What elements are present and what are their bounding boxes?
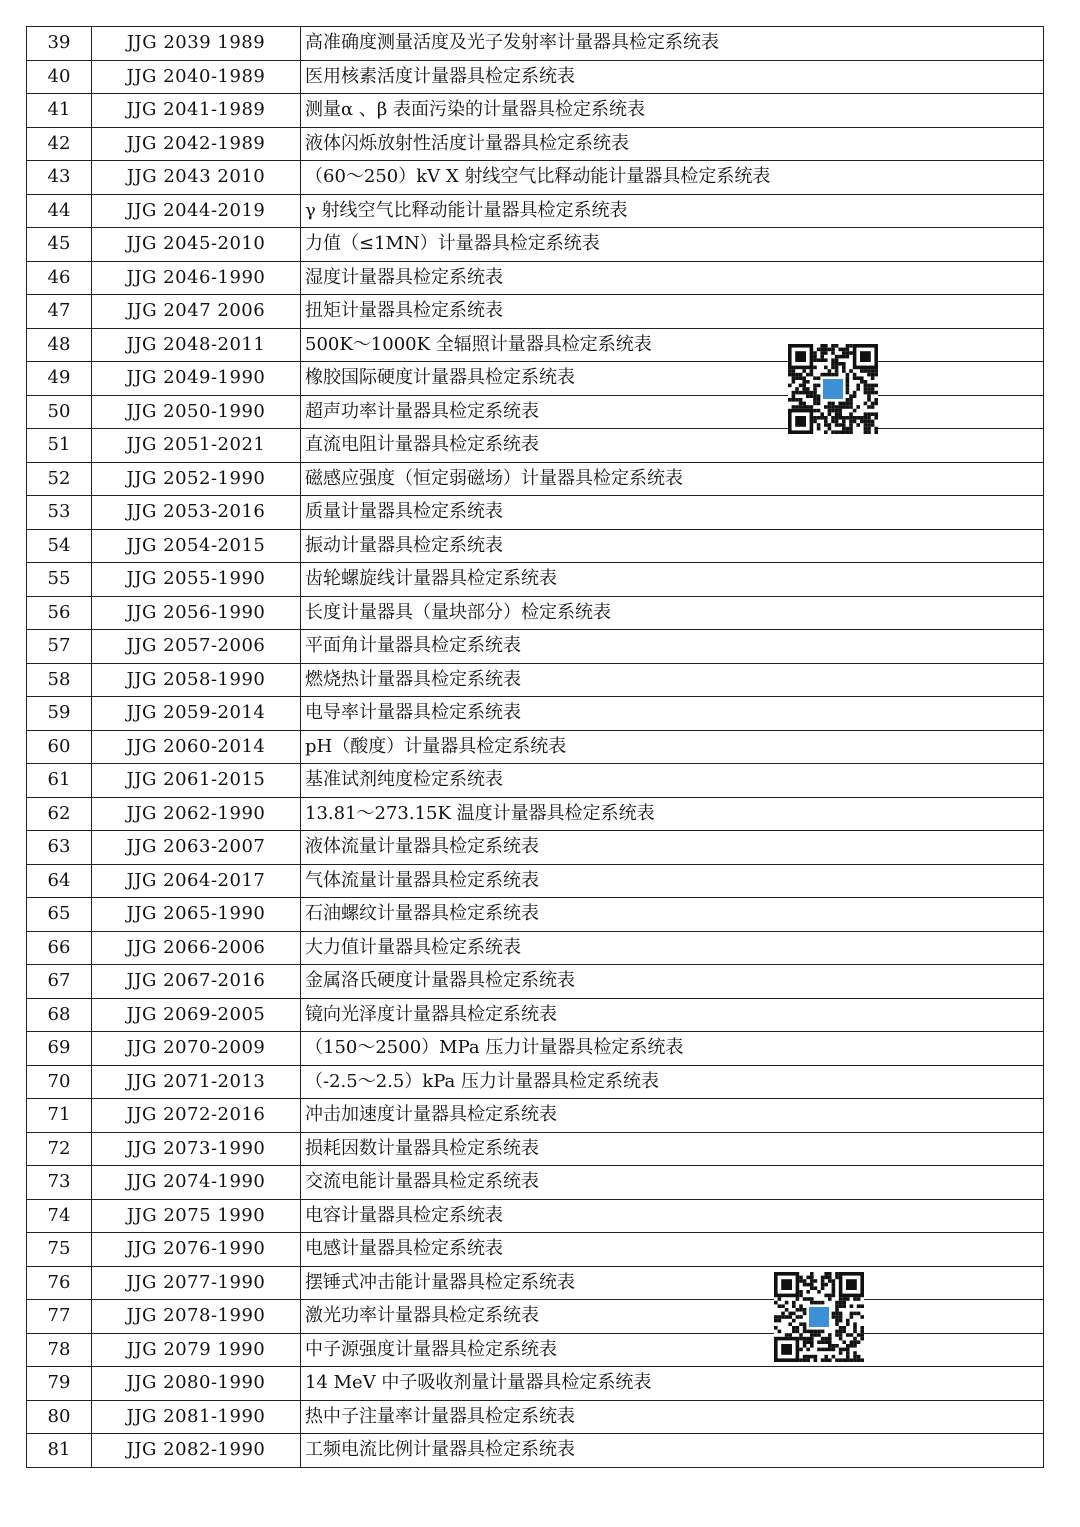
row-number-cell: 74 xyxy=(27,1199,92,1233)
standard-name-cell: 长度计量器具（量块部分）检定系统表 xyxy=(301,596,1044,630)
standard-code-cell: JJG 2042-1989 xyxy=(92,127,301,161)
standard-code-cell: JJG 2081-1990 xyxy=(92,1400,301,1434)
table-row xyxy=(27,496,1044,530)
row-number-cell: 80 xyxy=(27,1400,92,1434)
row-number-cell: 67 xyxy=(27,965,92,999)
row-number-cell: 70 xyxy=(27,1065,92,1099)
standard-code-cell: JJG 2073-1990 xyxy=(92,1132,301,1166)
standard-code-cell: JJG 2043 2010 xyxy=(92,161,301,195)
standard-code-cell: JJG 2050-1990 xyxy=(92,395,301,429)
row-number-cell: 50 xyxy=(27,395,92,429)
standard-code-cell: JJG 2082-1990 xyxy=(92,1434,301,1468)
standard-code-cell: JJG 2053-2016 xyxy=(92,496,301,530)
standard-code-cell: JJG 2065-1990 xyxy=(92,898,301,932)
standard-name-cell: 平面角计量器具检定系统表 xyxy=(301,630,1044,664)
standard-code-cell: JJG 2051-2021 xyxy=(92,429,301,463)
standard-code-cell: JJG 2077-1990 xyxy=(92,1266,301,1300)
standard-code-cell: JJG 2075 1990 xyxy=(92,1199,301,1233)
row-number-cell: 41 xyxy=(27,94,92,128)
row-number-cell: 73 xyxy=(27,1166,92,1200)
row-number-cell: 58 xyxy=(27,663,92,697)
standard-name-cell: 超声功率计量器具检定系统表 xyxy=(301,395,1044,429)
table-row xyxy=(27,94,1044,128)
standard-code-cell: JJG 2055-1990 xyxy=(92,563,301,597)
table-row xyxy=(27,764,1044,798)
row-number-cell: 79 xyxy=(27,1367,92,1401)
standard-name-cell: 石油螺纹计量器具检定系统表 xyxy=(301,898,1044,932)
table-row xyxy=(27,663,1044,697)
standard-name-cell: 高准确度测量活度及光子发射率计量器具检定系统表 xyxy=(301,27,1044,61)
table-row xyxy=(27,1434,1044,1468)
row-number-cell: 59 xyxy=(27,697,92,731)
standard-name-cell: 冲击加速度计量器具检定系统表 xyxy=(301,1099,1044,1133)
standard-name-cell: 13.81～273.15K 温度计量器具检定系统表 xyxy=(301,797,1044,831)
standard-code-cell: JJG 2066-2006 xyxy=(92,931,301,965)
row-number-cell: 54 xyxy=(27,529,92,563)
table-row xyxy=(27,1333,1044,1367)
row-number-cell: 46 xyxy=(27,261,92,295)
table-row xyxy=(27,1199,1044,1233)
row-number-cell: 72 xyxy=(27,1132,92,1166)
standard-code-cell: JJG 2044-2019 xyxy=(92,194,301,228)
table-row xyxy=(27,194,1044,228)
standards-table-sheet xyxy=(26,26,1044,1468)
row-number-cell: 56 xyxy=(27,596,92,630)
table-row xyxy=(27,462,1044,496)
standard-code-cell: JJG 2080-1990 xyxy=(92,1367,301,1401)
standard-name-cell: 橡胶国际硬度计量器具检定系统表 xyxy=(301,362,1044,396)
standard-code-cell: JJG 2056-1990 xyxy=(92,596,301,630)
standard-code-cell: JJG 2059-2014 xyxy=(92,697,301,731)
table-row xyxy=(27,529,1044,563)
table-row xyxy=(27,328,1044,362)
row-number-cell: 60 xyxy=(27,730,92,764)
table-row xyxy=(27,1032,1044,1066)
table-row xyxy=(27,1099,1044,1133)
standard-name-cell: pH（酸度）计量器具检定系统表 xyxy=(301,730,1044,764)
row-number-cell: 44 xyxy=(27,194,92,228)
standard-name-cell: 液体流量计量器具检定系统表 xyxy=(301,831,1044,865)
table-body xyxy=(27,27,1044,1468)
standard-code-cell: JJG 2071-2013 xyxy=(92,1065,301,1099)
standard-code-cell: JJG 2041-1989 xyxy=(92,94,301,128)
standard-name-cell: 交流电能计量器具检定系统表 xyxy=(301,1166,1044,1200)
standard-name-cell: 湿度计量器具检定系统表 xyxy=(301,261,1044,295)
row-number-cell: 69 xyxy=(27,1032,92,1066)
standard-name-cell: 电感计量器具检定系统表 xyxy=(301,1233,1044,1267)
standard-name-cell: （60～250）kV X 射线空气比释动能计量器具检定系统表 xyxy=(301,161,1044,195)
row-number-cell: 53 xyxy=(27,496,92,530)
standard-name-cell: （150～2500）MPa 压力计量器具检定系统表 xyxy=(301,1032,1044,1066)
row-number-cell: 63 xyxy=(27,831,92,865)
table-row xyxy=(27,730,1044,764)
row-number-cell: 78 xyxy=(27,1333,92,1367)
standard-code-cell: JJG 2072-2016 xyxy=(92,1099,301,1133)
row-number-cell: 81 xyxy=(27,1434,92,1468)
standard-name-cell: 气体流量计量器具检定系统表 xyxy=(301,864,1044,898)
standard-name-cell: 电导率计量器具检定系统表 xyxy=(301,697,1044,731)
row-number-cell: 55 xyxy=(27,563,92,597)
qr-code-icon xyxy=(788,344,878,434)
row-number-cell: 57 xyxy=(27,630,92,664)
table-row xyxy=(27,1233,1044,1267)
standard-code-cell: JJG 2048-2011 xyxy=(92,328,301,362)
row-number-cell: 68 xyxy=(27,998,92,1032)
row-number-cell: 40 xyxy=(27,60,92,94)
table-row xyxy=(27,898,1044,932)
standard-name-cell: 力值（≤1MN）计量器具检定系统表 xyxy=(301,228,1044,262)
row-number-cell: 49 xyxy=(27,362,92,396)
row-number-cell: 76 xyxy=(27,1266,92,1300)
standard-name-cell: 500K～1000K 全辐照计量器具检定系统表 xyxy=(301,328,1044,362)
qr-code-icon xyxy=(774,1272,864,1362)
standard-name-cell: 扭矩计量器具检定系统表 xyxy=(301,295,1044,329)
standard-name-cell: 14 MeV 中子吸收剂量计量器具检定系统表 xyxy=(301,1367,1044,1401)
standard-code-cell: JJG 2074-1990 xyxy=(92,1166,301,1200)
table-row xyxy=(27,831,1044,865)
row-number-cell: 52 xyxy=(27,462,92,496)
standard-code-cell: JJG 2045-2010 xyxy=(92,228,301,262)
table-row xyxy=(27,261,1044,295)
standard-code-cell: JJG 2054-2015 xyxy=(92,529,301,563)
table-row xyxy=(27,60,1044,94)
standard-name-cell: 测量α 、β 表面污染的计量器具检定系统表 xyxy=(301,94,1044,128)
standard-code-cell: JJG 2060-2014 xyxy=(92,730,301,764)
row-number-cell: 65 xyxy=(27,898,92,932)
standard-name-cell: 损耗因数计量器具检定系统表 xyxy=(301,1132,1044,1166)
table-row xyxy=(27,429,1044,463)
standard-name-cell: 工频电流比例计量器具检定系统表 xyxy=(301,1434,1044,1468)
standard-name-cell: 电容计量器具检定系统表 xyxy=(301,1199,1044,1233)
standard-code-cell: JJG 2057-2006 xyxy=(92,630,301,664)
standard-code-cell: JJG 2064-2017 xyxy=(92,864,301,898)
standard-name-cell: 医用核素活度计量器具检定系统表 xyxy=(301,60,1044,94)
standard-code-cell: JJG 2046-1990 xyxy=(92,261,301,295)
standard-code-cell: JJG 2078-1990 xyxy=(92,1300,301,1334)
standard-name-cell: 中子源强度计量器具检定系统表 xyxy=(301,1333,1044,1367)
standard-code-cell: JJG 2052-1990 xyxy=(92,462,301,496)
row-number-cell: 62 xyxy=(27,797,92,831)
standard-code-cell: JJG 2063-2007 xyxy=(92,831,301,865)
standard-name-cell: 质量计量器具检定系统表 xyxy=(301,496,1044,530)
table-row xyxy=(27,1400,1044,1434)
standard-code-cell: JJG 2070-2009 xyxy=(92,1032,301,1066)
row-number-cell: 42 xyxy=(27,127,92,161)
standard-code-cell: JJG 2061-2015 xyxy=(92,764,301,798)
table-row xyxy=(27,1065,1044,1099)
table-row xyxy=(27,965,1044,999)
table-row xyxy=(27,228,1044,262)
standard-name-cell: γ 射线空气比释动能计量器具检定系统表 xyxy=(301,194,1044,228)
standard-name-cell: 热中子注量率计量器具检定系统表 xyxy=(301,1400,1044,1434)
table-row xyxy=(27,395,1044,429)
table-row xyxy=(27,1367,1044,1401)
row-number-cell: 75 xyxy=(27,1233,92,1267)
standard-name-cell: 燃烧热计量器具检定系统表 xyxy=(301,663,1044,697)
row-number-cell: 45 xyxy=(27,228,92,262)
standard-name-cell: 直流电阻计量器具检定系统表 xyxy=(301,429,1044,463)
standard-name-cell: 金属洛氏硬度计量器具检定系统表 xyxy=(301,965,1044,999)
standard-name-cell: 镜向光泽度计量器具检定系统表 xyxy=(301,998,1044,1032)
standard-name-cell: 液体闪烁放射性活度计量器具检定系统表 xyxy=(301,127,1044,161)
standard-name-cell: 基准试剂纯度检定系统表 xyxy=(301,764,1044,798)
row-number-cell: 43 xyxy=(27,161,92,195)
row-number-cell: 64 xyxy=(27,864,92,898)
row-number-cell: 66 xyxy=(27,931,92,965)
table-row xyxy=(27,596,1044,630)
row-number-cell: 48 xyxy=(27,328,92,362)
table-row xyxy=(27,1132,1044,1166)
row-number-cell: 47 xyxy=(27,295,92,329)
standard-code-cell: JJG 2079 1990 xyxy=(92,1333,301,1367)
table-row xyxy=(27,697,1044,731)
row-number-cell: 39 xyxy=(27,27,92,61)
standard-name-cell: 激光功率计量器具检定系统表 xyxy=(301,1300,1044,1334)
table-row xyxy=(27,1166,1044,1200)
row-number-cell: 77 xyxy=(27,1300,92,1334)
standard-code-cell: JJG 2047 2006 xyxy=(92,295,301,329)
standard-code-cell: JJG 2076-1990 xyxy=(92,1233,301,1267)
table-row xyxy=(27,563,1044,597)
table-row xyxy=(27,1300,1044,1334)
standard-code-cell: JJG 2040-1989 xyxy=(92,60,301,94)
table-row xyxy=(27,161,1044,195)
table-row xyxy=(27,797,1044,831)
table-row xyxy=(27,27,1044,61)
table-row xyxy=(27,295,1044,329)
row-number-cell: 71 xyxy=(27,1099,92,1133)
standard-code-cell: JJG 2062-1990 xyxy=(92,797,301,831)
standard-name-cell: （-2.5～2.5）kPa 压力计量器具检定系统表 xyxy=(301,1065,1044,1099)
table-row xyxy=(27,1266,1044,1300)
standards-table xyxy=(26,26,1044,1468)
row-number-cell: 61 xyxy=(27,764,92,798)
standard-code-cell: JJG 2058-1990 xyxy=(92,663,301,697)
standard-code-cell: JJG 2069-2005 xyxy=(92,998,301,1032)
standard-name-cell: 摆锤式冲击能计量器具检定系统表 xyxy=(301,1266,1044,1300)
standard-name-cell: 大力值计量器具检定系统表 xyxy=(301,931,1044,965)
standard-name-cell: 磁感应强度（恒定弱磁场）计量器具检定系统表 xyxy=(301,462,1044,496)
standard-code-cell: JJG 2067-2016 xyxy=(92,965,301,999)
standard-name-cell: 齿轮螺旋线计量器具检定系统表 xyxy=(301,563,1044,597)
table-row xyxy=(27,864,1044,898)
row-number-cell: 51 xyxy=(27,429,92,463)
table-row xyxy=(27,998,1044,1032)
table-row xyxy=(27,931,1044,965)
standard-code-cell: JJG 2039 1989 xyxy=(92,27,301,61)
standard-code-cell: JJG 2049-1990 xyxy=(92,362,301,396)
table-row xyxy=(27,127,1044,161)
standard-name-cell: 振动计量器具检定系统表 xyxy=(301,529,1044,563)
table-row xyxy=(27,362,1044,396)
table-row xyxy=(27,630,1044,664)
